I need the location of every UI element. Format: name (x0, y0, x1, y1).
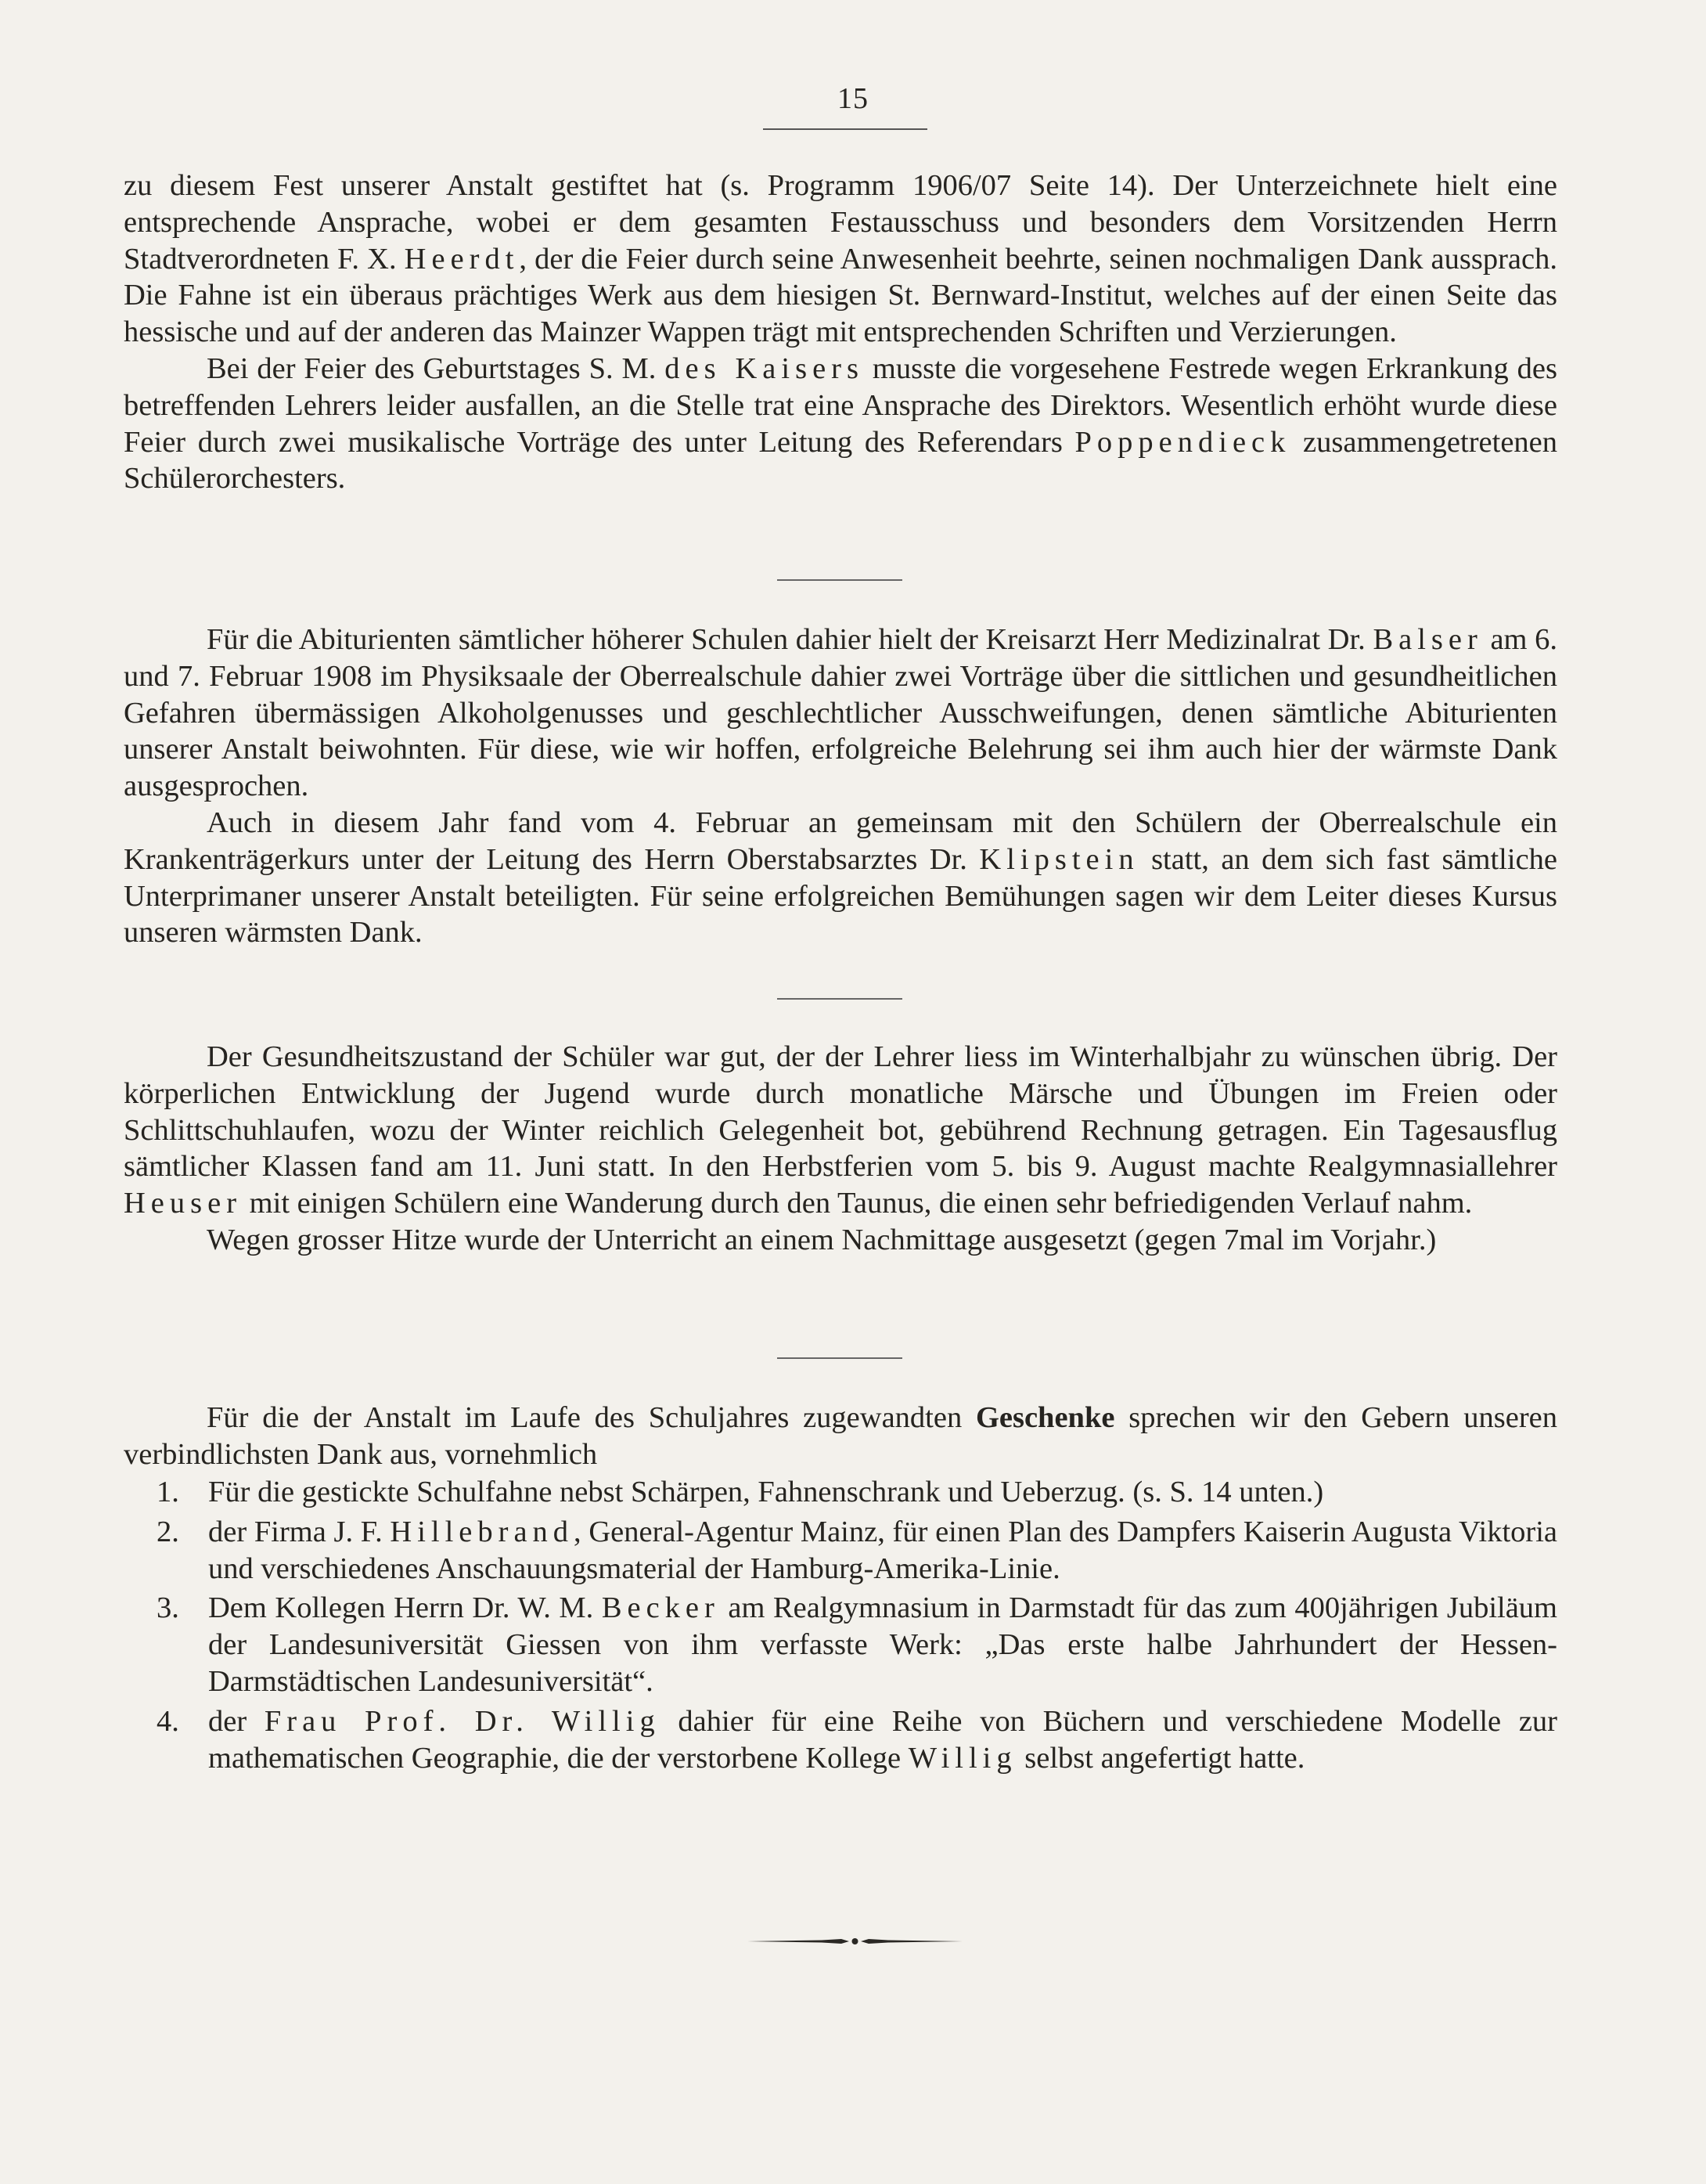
list-item: 4. der Frau Prof. Dr. Willig dahier für eine Reihe von Büchern und verschiedene Modelle zur mathematischen Geographie, die der verstorbene Kollege Willig selbst angefertigt hatte. (157, 1704, 1557, 1775)
paragraph-geschenke: Für die der Anstalt im Laufe des Schuljahres zugewandten Geschenke sprechen wir den Gebern unseren verbindlichsten Dank aus, vornehmlich (124, 1401, 1557, 1471)
paragraph-abiturienten: Für die Abiturienten sämtlicher höherer Schulen dahier hielt der Kreisarzt Herr Medizinalrat Dr. Balser am 6. und 7. Februar 1908 im Physiksaale der Oberrealschule dahier zwei Vorträge über die sittlichen und gesundheitlichen Gefahren übermässigen Alkoholgenusses und geschlechtlicher Ausschweifungen, denen sämtliche Abiturienten unserer Anstalt beiwohnten. Für diese, wie wir hoffen, erfolgreiche Belehrung sei ihm auch hier der wärmste Dank ausgesprochen. (124, 623, 1557, 803)
paragraph-hitze: Wegen grosser Hitze wurde der Unterricht an einem Nachmittage ausgesetzt (gegen 7mal im Vorjahr.) (207, 1223, 1437, 1256)
paragraph-gesundheit: Der Gesundheitszustand der Schüler war gut, der der Lehrer liess im Winterhalbjahr zu wünschen übrig. Der körperlichen Entwicklung der Jugend wurde durch monatliche Märsche und Übungen im Freien oder Schlittschuhlaufen, wozu der Winter reichlich Gelegenheit bot, gebührend Rechnung getragen. Ein Tagesausflug sämtlicher Klassen fand am 11. Juni statt. In den Herbstferien vom 5. bis 9. August machte Realgymnasiallehrer Heuser mit einigen Schülern eine Wanderung durch den Taunus, die einen sehr befriedigenden Verlauf nahm. (124, 1040, 1557, 1220)
list-item: 1. Für die gestickte Schulfahne nebst Schärpen, Fahnenschrank und Ueberzug. (s. S. 14 unten.) (157, 1476, 1324, 1508)
section-divider (777, 1357, 902, 1359)
section-divider (777, 579, 902, 581)
section-gifts (124, 1400, 1557, 1473)
section-lectures (124, 622, 1557, 951)
paragraph-krankentraeger: Auch in diesem Jahr fand vom 4. Februar an gemeinsam mit den Schülern der Oberrealschule ein Krankenträgerkurs unter der Leitung des Herrn Oberstabsarztes Dr. Klipstein statt, an dem sich fast sämtliche Unterprimaner unserer Anstalt beteiligten. Für seine erfolgreichen Bemühungen sagen wir dem Leiter dieses Kursus unseren wärmsten Dank. (124, 805, 1558, 950)
page-number: 15 (837, 82, 869, 115)
end-ornament (747, 1937, 963, 1946)
section-festival (124, 168, 1557, 497)
page-number-rule (763, 128, 927, 130)
list-item: 2. der Firma J. F. Hillebrand, General-Agentur Mainz, für einen Plan des Dampfers Kaiserin Augusta Viktoria und verschiedenes Anschauungsmaterial der Hamburg-Amerika-Linie. (157, 1515, 1558, 1585)
section-divider (777, 998, 902, 1000)
paragraph-flag: zu diesem Fest unserer Anstalt gestiftet hat (s. Programm 1906/07 Seite 14). Der Unterzeichnete hielt eine entsprechende Ansprache, wobei er dem gesamten Festausschuss und besonders dem Vorsitzenden Herrn Stadtverordneten F. X. Heerdt, der die Feier durch seine Anwesenheit beehrte, seinen nochmaligen Dank aussprach. Die Fahne ist ein überaus prächtiges Werk aus dem hiesigen St. Bernward-Institut, welches auf der einen Seite das hessische und auf der anderen das Mainzer Wappen trägt mit entsprechenden Schriften und Verzierungen. (124, 169, 1557, 349)
list-item: 3. Dem Kollegen Herrn Dr. W. M. Becker am Realgymnasium in Darmstadt für das zum 400jährigen Jubiläum der Landesuniversität Giessen von ihm verfasste Werk: „Das erste halbe Jahrhundert der Hessen-Darmstädtischen Landesuniversität“. (157, 1591, 1557, 1698)
gifts-list (157, 1474, 1557, 1776)
paragraph-birthday: Bei der Feier des Geburtstages S. M. des Kaisers musste die vorgesehene Festrede wegen Erkrankung des betreffenden Lehrers leider ausfallen, an die Stelle trat eine Ansprache des Direktors. Wesentlich erhöht wurde diese Feier durch zwei musikalische Vorträge des unter Leitung des Referendars Poppendieck zusammengetretenen Schülerorchesters. (124, 351, 1557, 496)
section-health (124, 1039, 1557, 1259)
